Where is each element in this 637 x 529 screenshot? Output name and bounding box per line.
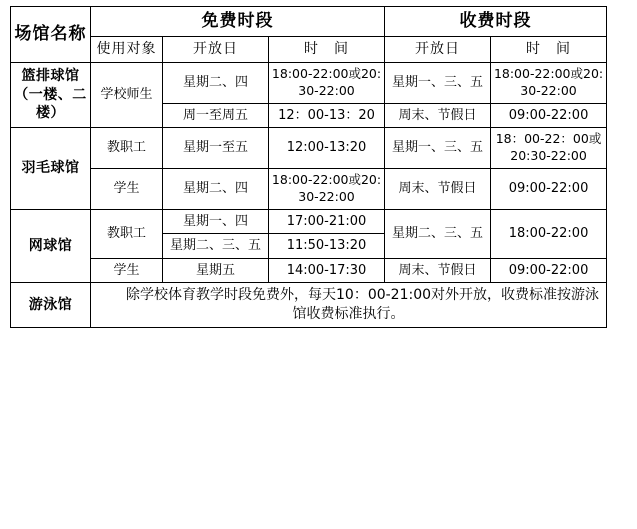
- free-day-cell: 星期二、四: [163, 62, 269, 103]
- venue-cell-badminton: 羽毛球馆: [11, 128, 91, 210]
- table-row: [11, 168, 607, 209]
- header-free-time: 时 间: [269, 36, 385, 62]
- paid-time-cell: 09:00-22:00: [491, 258, 607, 283]
- header-free-period: 免费时段: [91, 7, 385, 37]
- paid-day-cell: 星期一、三、五: [385, 62, 491, 103]
- header-free-open-day: 开放日: [163, 36, 269, 62]
- header-paid-period: 收费时段: [385, 7, 607, 37]
- venue-cell-swimming: 游泳馆: [11, 283, 91, 328]
- venue-cell-tennis: 网球馆: [11, 209, 91, 283]
- free-time-cell: 14:00-17:30: [269, 258, 385, 283]
- paid-day-cell: 星期二、三、五: [385, 209, 491, 258]
- free-time-cell: 12:00-13:20: [269, 128, 385, 169]
- user-cell-student: 学生: [91, 258, 163, 283]
- table-row: [11, 128, 607, 169]
- paid-day-cell: 星期一、三、五: [385, 128, 491, 169]
- user-cell-staff: 教职工: [91, 209, 163, 258]
- table-row: [11, 258, 607, 283]
- header-user-type: 使用对象: [91, 36, 163, 62]
- paid-time-cell: 18：00-22：00或20:30-22:00: [491, 128, 607, 169]
- free-day-cell: 星期一至五: [163, 128, 269, 169]
- header-paid-time: 时 间: [491, 36, 607, 62]
- free-day-cell: 星期一、四: [163, 209, 269, 234]
- user-cell-staff: 教职工: [91, 128, 163, 169]
- header-paid-open-day: 开放日: [385, 36, 491, 62]
- paid-day-cell: 周末、节假日: [385, 168, 491, 209]
- free-day-cell: 星期二、四: [163, 168, 269, 209]
- free-day-cell: 周一至周五: [163, 103, 269, 128]
- paid-time-cell: 18:00-22:00或20:30-22:00: [491, 62, 607, 103]
- table-header-row-sub: [11, 36, 607, 62]
- table-row: [11, 62, 607, 103]
- free-time-cell: 17:00-21:00: [269, 209, 385, 234]
- free-time-cell: 12：00-13：20: [269, 103, 385, 128]
- free-day-cell: 星期五: [163, 258, 269, 283]
- swimming-note: 除学校体育教学时段免费外，每天10：00-21:00对外开放，收费标准按游泳馆收费标准执行。: [91, 283, 607, 328]
- user-cell-student: 学生: [91, 168, 163, 209]
- paid-time-cell: 09:00-22:00: [491, 103, 607, 128]
- free-time-cell: 11:50-13:20: [269, 234, 385, 259]
- table-row-swimming: [11, 283, 607, 328]
- free-time-cell: 18:00-22:00或20:30-22:00: [269, 168, 385, 209]
- venue-cell-basketball: 篮排球馆（一楼、二楼）: [11, 62, 91, 127]
- paid-time-cell: 09:00-22:00: [491, 168, 607, 209]
- paid-day-cell: 周末、节假日: [385, 258, 491, 283]
- document-page: [0, 6, 637, 529]
- venue-schedule-table: [10, 6, 607, 328]
- header-venue-name: 场馆名称: [11, 7, 91, 63]
- free-time-cell: 18:00-22:00或20:30-22:00: [269, 62, 385, 103]
- paid-time-cell: 18:00-22:00: [491, 209, 607, 258]
- paid-day-cell: 周末、节假日: [385, 103, 491, 128]
- table-header-row-top: [11, 7, 607, 37]
- table-row: [11, 209, 607, 234]
- user-cell-basketball: 学校师生: [91, 62, 163, 127]
- free-day-cell: 星期二、三、五: [163, 234, 269, 259]
